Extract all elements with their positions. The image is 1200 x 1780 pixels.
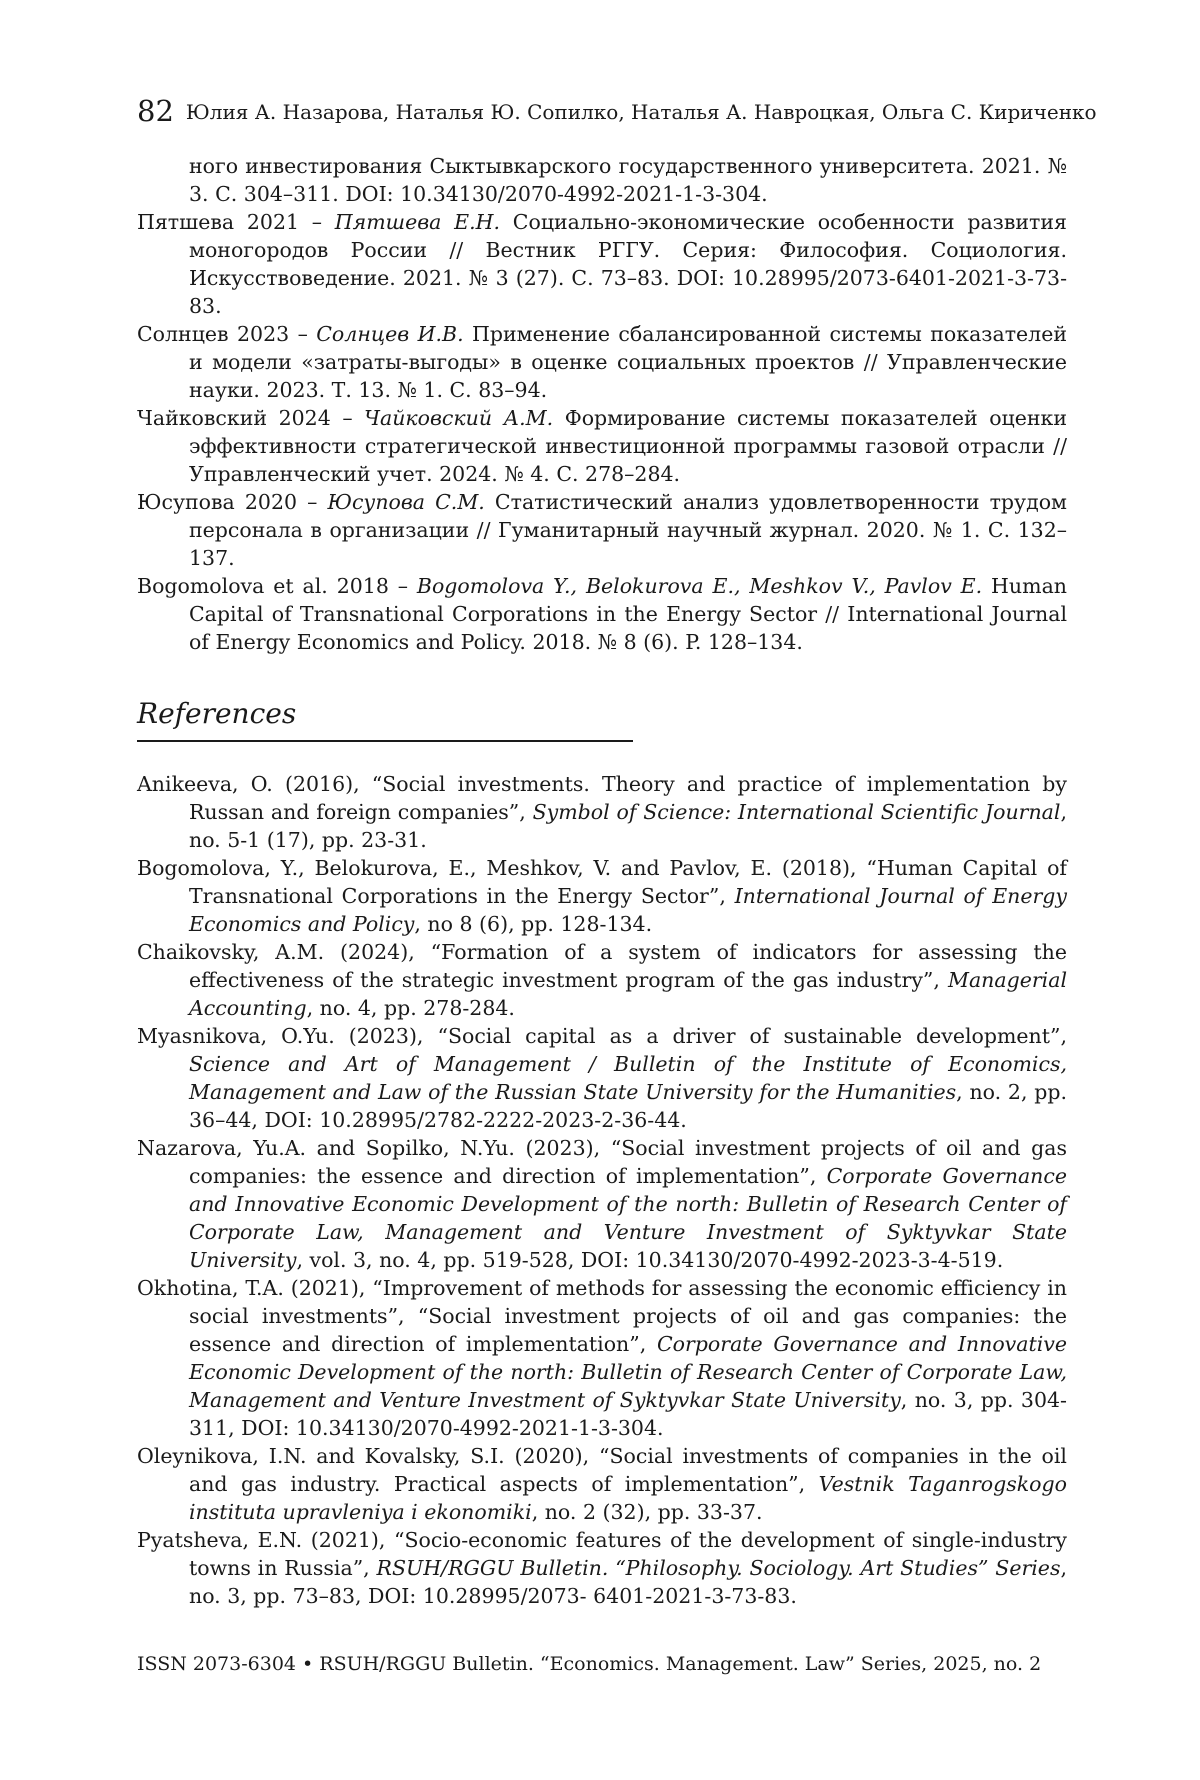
ref-body: Социально-экономические особенности развития моногородов России // Вестник РГГУ. Серия: Философия. Социология. Искусствоведение. 2021. № 3 (27). С. 73–83. DOI: 10.28995/2073-6401-2021-3-73-83. xyxy=(189,210,1067,318)
ref-journal: International Journal of Energy Economics and Policy xyxy=(189,884,1067,936)
ref-text: Oleynikova, I.N. and Kovalsky, S.I. (2020), “Social investments of companies in the oil and gas industry. Practical aspects of implementation”, xyxy=(137,1444,1067,1496)
running-header xyxy=(137,98,1067,125)
ref-body: Применение сбалансированной системы показателей и модели «затраты-выгоды» в оценке социальных проектов // Управленческие науки. 2023. Т. 13. № 1. С. 83–94. xyxy=(189,322,1067,402)
ref-text: Bogomolova, Y., Belokurova, E., Meshkov, V. and Pavlov, E. (2018), “Human Capital of Transnational Corporations in the Energy Sector”, xyxy=(137,856,1067,908)
ref-journal: RSUH/RGGU Bulletin. “Philosophy. Sociology. Art Studies” Series xyxy=(377,1556,1061,1580)
section-title: References xyxy=(137,697,296,731)
ref-lead: Солнцев 2023 – xyxy=(137,322,316,346)
ref-body: Формирование системы показателей оценки эффективности стратегической инвестиционной программы газовой отрасли // Управленческий учет. 2024. № 4. С. 278–284. xyxy=(189,406,1067,486)
ref-tail: , no. 4, pp. 278-284. xyxy=(307,996,515,1020)
reference-item xyxy=(137,1134,1067,1274)
ref-text: Anikeeva, O. (2016), “Social investments. Theory and practice of implementation by Russan and foreign companies”, xyxy=(137,772,1067,824)
ref-text: Okhotina, T.A. (2021), “Improvement of methods for assessing the economic efficiency in social investments”, “Social investment projects of oil and gas companies: the essence and direction of implementation”, xyxy=(137,1276,1067,1356)
ref-lead: Пятшева 2021 – xyxy=(137,210,335,234)
ref-journal: Corporate Governance and Innovative Economic Development of the north: Bulletin of Research Center of Corporate Law, Management and Venture Investment of Syktyvkar State University xyxy=(189,1164,1067,1272)
ref-text: Myasnikova, O.Yu. (2023), “Social capital as a driver of sustainable development”, xyxy=(137,1024,1067,1048)
ref-authors: Чайковский А.М. xyxy=(364,406,553,430)
ref-authors: Bogomolova Y., Belokurova E., Meshkov V., Pavlov E. xyxy=(417,574,982,598)
ref-text: Nazarova, Yu.A. and Sopilko, N.Yu. (2023), “Social investment projects of oil and gas companies: the essence and direction of implementation”, xyxy=(137,1136,1067,1188)
ref-tail: , no. 3, pp. 304-311, DOI: 10.34130/2070-4992-2021-1-3-304. xyxy=(189,1388,1067,1440)
ref-authors: Пятшева Е.Н. xyxy=(335,210,500,234)
reference-item xyxy=(137,404,1067,488)
reference-item xyxy=(137,488,1067,572)
ref-authors: Солнцев И.В. xyxy=(316,322,463,346)
reference-item xyxy=(137,1274,1067,1442)
reference-item xyxy=(137,1526,1067,1610)
reference-item xyxy=(137,854,1067,938)
ref-journal: Corporate Governance and Innovative Economic Development of the north: Bulletin of Research Center of Corporate Law, Management and Venture Investment of Syktyvkar State University xyxy=(189,1332,1067,1412)
ref-lead: Юсупова 2020 – xyxy=(137,490,327,514)
ref-body: Статистический анализ удовлетворенности трудом персонала в организации // Гуманитарный научный журнал. 2020. № 1. С. 132–137. xyxy=(189,490,1067,570)
ref-lead: Чайковский 2024 – xyxy=(137,406,364,430)
reference-item xyxy=(137,1022,1067,1134)
reference-item xyxy=(137,938,1067,1022)
ref-text: Pyatsheva, E.N. (2021), “Socio-economic features of the development of single-industry towns in Russia”, xyxy=(137,1528,1067,1580)
ref-journal: Science and Art of Management / Bulletin of the Institute of Economics, Management and Law of the Russian State University for the Humanities xyxy=(189,1052,1067,1104)
ref-tail: , no. 2 (32), pp. 33-37. xyxy=(532,1500,763,1524)
ref-journal: Managerial Accounting xyxy=(189,968,1067,1020)
reference-item xyxy=(137,320,1067,404)
english-reference-list xyxy=(137,770,1067,1610)
ref-journal: Vestnik Taganrogskogo instituta upravleniya i ekonomiki xyxy=(189,1472,1067,1524)
ref-tail: , no. 3, pp. 73–83, DOI: 10.28995/2073- 6401-2021-3-73-83. xyxy=(189,1556,1067,1608)
ref-tail: , no 8 (6), pp. 128-134. xyxy=(414,912,652,936)
page-number: 82 xyxy=(137,94,174,128)
ref-tail: , no. 5-1 (17), pp. 23-31. xyxy=(189,800,1067,852)
russian-reference-list xyxy=(137,152,1067,656)
reference-item xyxy=(137,1442,1067,1526)
ref-journal: Symbol of Science: International Scientific Journal xyxy=(533,800,1061,824)
journal-page xyxy=(0,0,1200,1780)
reference-item xyxy=(137,572,1067,656)
ref-tail: , vol. 3, no. 4, pp. 519-528, DOI: 10.34130/2070-4992-2023-3-4-519. xyxy=(296,1248,1003,1272)
ref-body: Human Capital of Transnational Corporations in the Energy Sector // International Journal of Energy Economics and Policy. 2018. № 8 (6). P. 128–134. xyxy=(189,574,1067,654)
ref-lead: Bogomolova et al. 2018 – xyxy=(137,574,417,598)
ref-text: Chaikovsky, A.M. (2024), “Formation of a system of indicators for assessing the effectiveness of the strategic investment program of the gas industry”, xyxy=(137,940,1067,992)
reference-item xyxy=(137,208,1067,320)
ref-tail: , no. 2, pp. 36–44, DOI: 10.28995/2782-2222-2023-2-36-44. xyxy=(189,1080,1067,1132)
header-authors: Юлия А. Назарова, Наталья Ю. Сопилко, Наталья А. Навроцкая, Ольга С. Кириченко xyxy=(186,100,1097,124)
ref-authors: Юсупова С.М. xyxy=(327,490,484,514)
running-footer: ISSN 2073-6304 • RSUH/RGGU Bulletin. “Economics. Management. Law” Series, 2025, no. 2 xyxy=(137,1652,1067,1676)
ref-body: ного инвестирования Сыктывкарского государственного университета. 2021. № 3. С. 304–311. DOI: 10.34130/2070-4992-2021-1-3-304. xyxy=(189,154,1067,206)
section-underline xyxy=(137,740,633,742)
reference-item xyxy=(137,770,1067,854)
reference-item xyxy=(137,152,1067,208)
